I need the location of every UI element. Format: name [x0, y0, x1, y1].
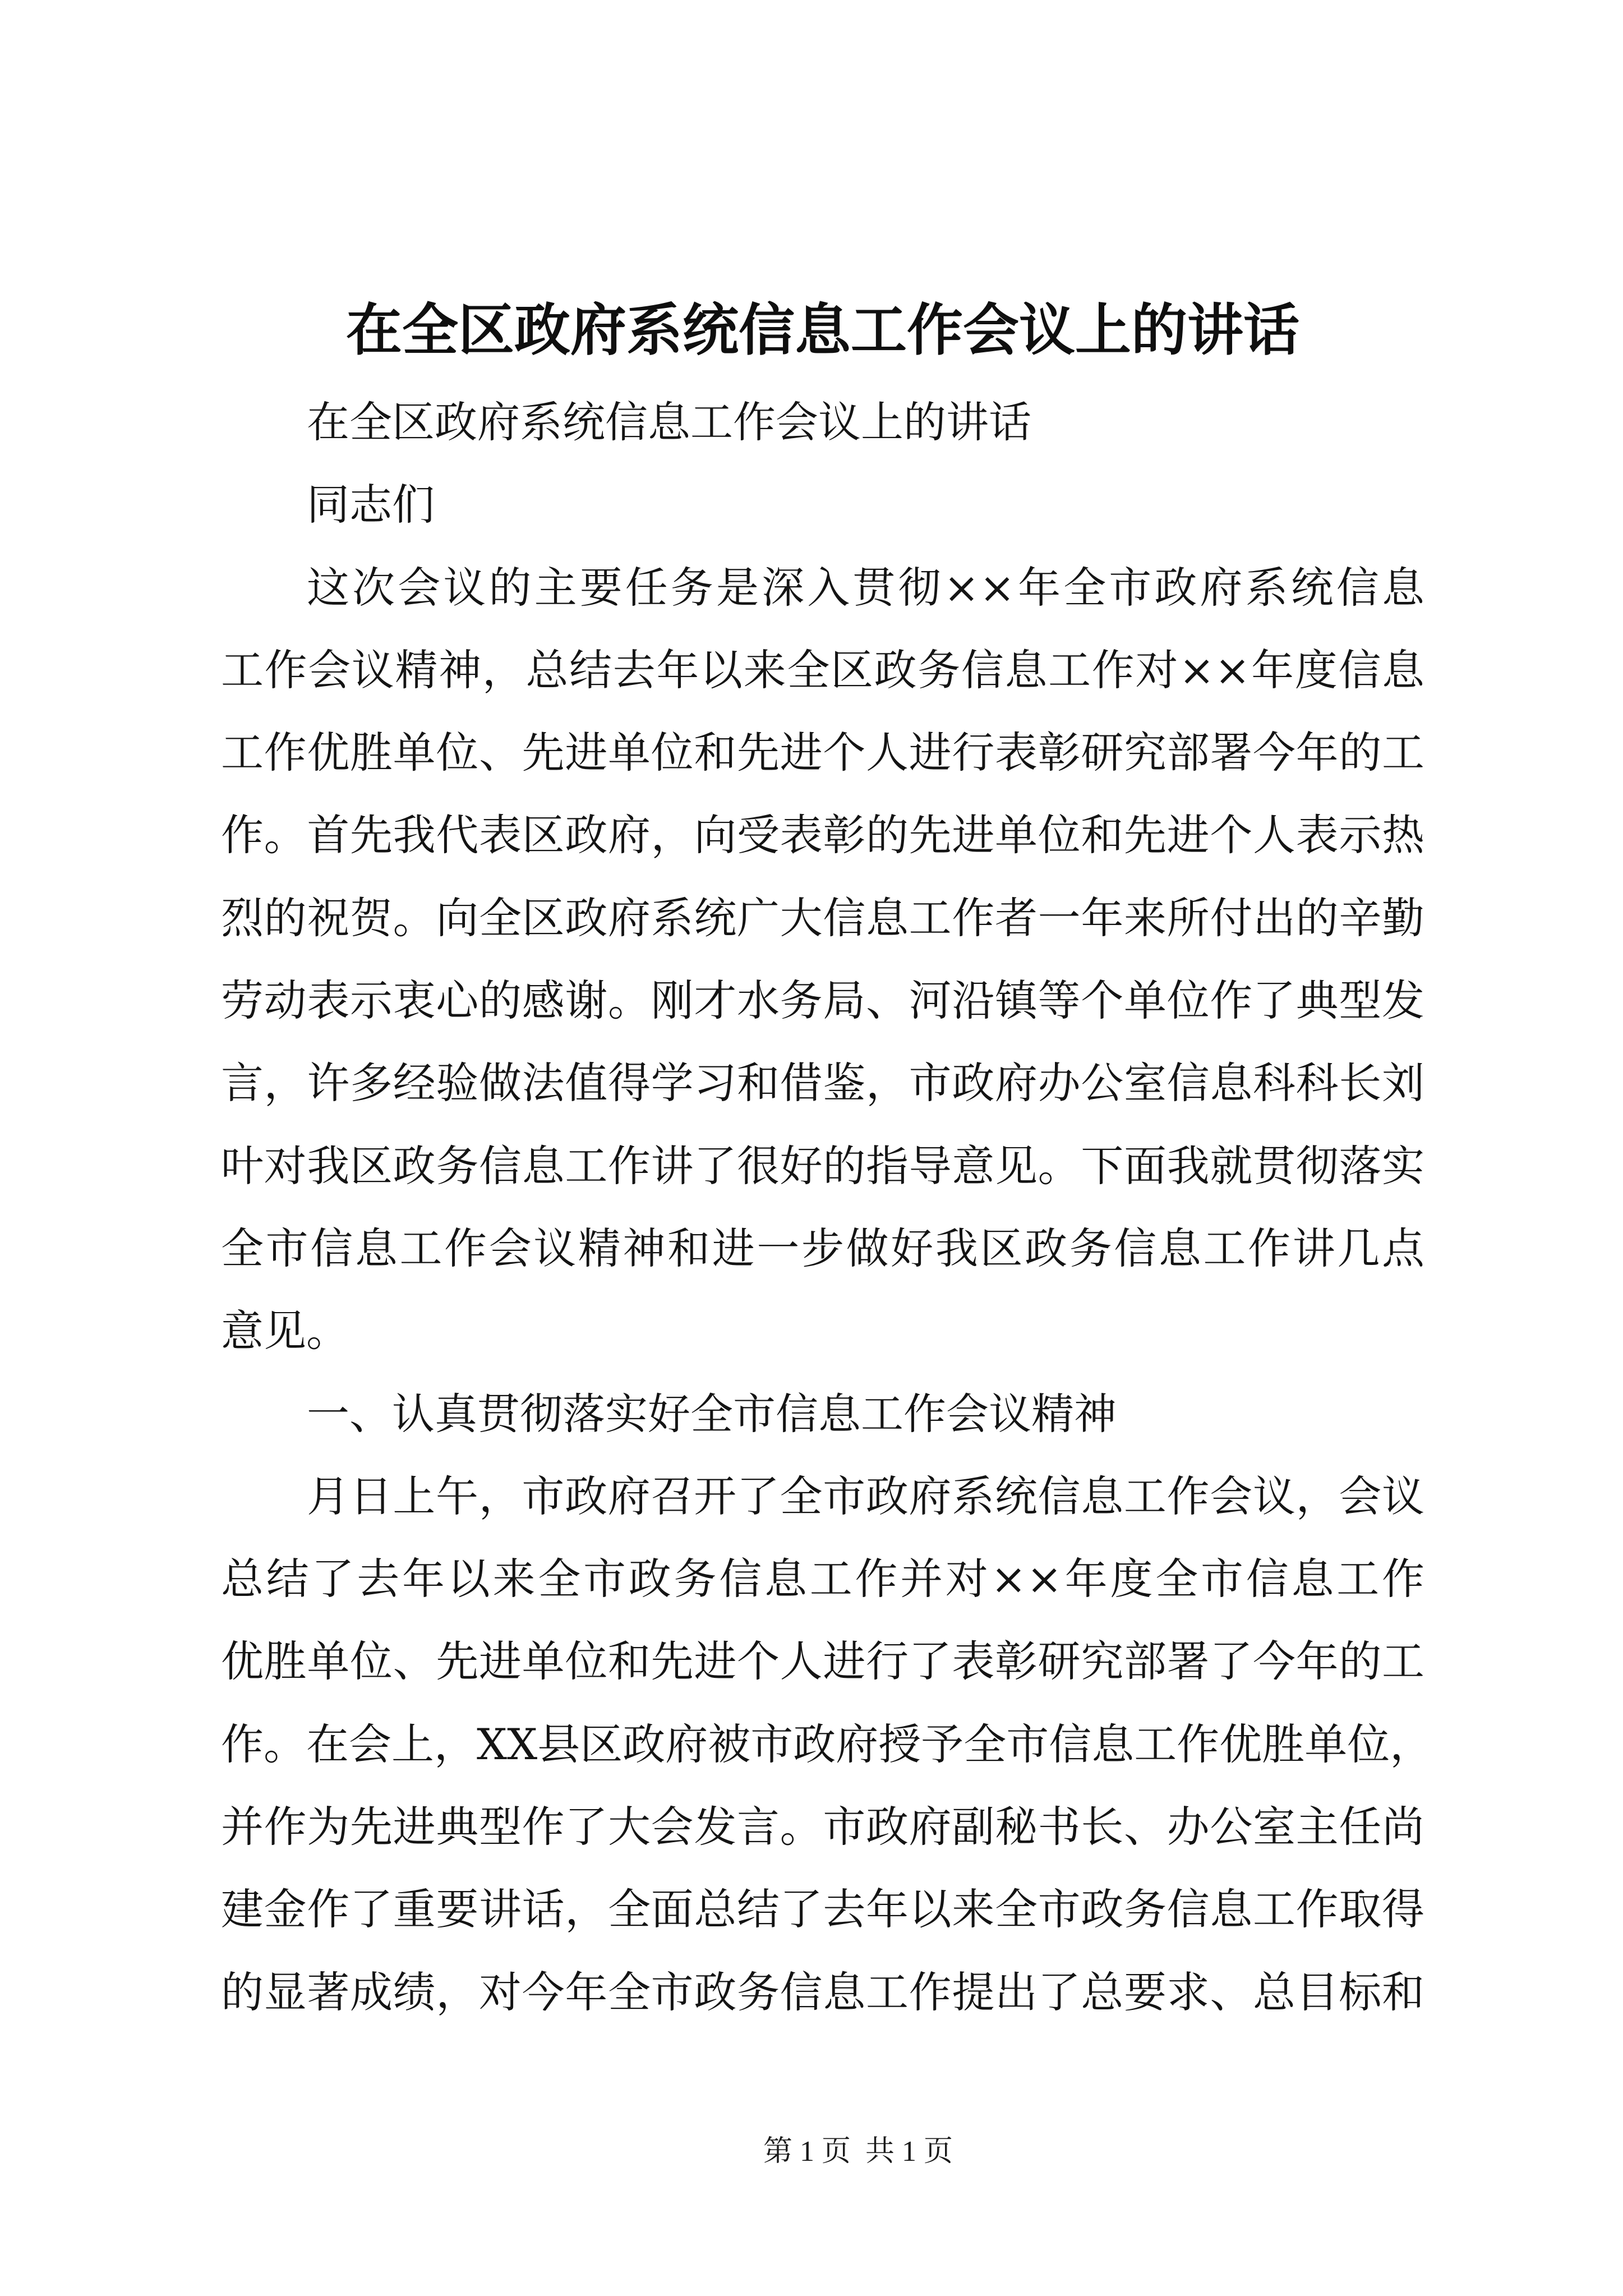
paragraph-line: 言，许多经验做法值得学习和借鉴，市政府办公室信息科科长刘 — [221, 1058, 1424, 1108]
paragraph-line: 的显著成绩，对今年全市政务信息工作提出了总要求、总目标和 — [221, 1967, 1424, 2017]
document-title: 在全区政府系统信息工作会议上的讲话 — [346, 300, 1299, 362]
paragraph-line: 月日上午，市政府召开了全市政府系统信息工作会议，会议 — [307, 1471, 1424, 1521]
paragraph-line: 并作为先进典型作了大会发言。市政府副秘书长、办公室主任尚 — [221, 1802, 1424, 1852]
section-heading: 一、认真贯彻落实好全市信息工作会议精神 — [307, 1388, 1117, 1439]
paragraph-1 — [221, 546, 1424, 1373]
paragraph-line: 优胜单位、先进单位和先进个人进行了表彰研究部署了今年的工 — [221, 1636, 1424, 1687]
document-body — [221, 381, 1433, 2033]
paragraph-line: 叶对我区政务信息工作讲了很好的指导意见。下面我就贯彻落实 — [221, 1140, 1424, 1191]
salutation: 同志们 — [307, 480, 435, 530]
paragraph-line: 建金作了重要讲话，全面总结了去年以来全市政务信息工作取得 — [221, 1884, 1424, 1935]
paragraph-line: 总结了去年以来全市政务信息工作并对××年度全市信息工作 — [221, 1554, 1424, 1604]
paragraph-line: 意见。 — [221, 1306, 349, 1356]
document-subtitle: 在全区政府系统信息工作会议上的讲话 — [307, 397, 1031, 447]
paragraph-2 — [221, 1455, 1433, 2033]
paragraph-line: 这次会议的主要任务是深入贯彻××年全市政府系统信息 — [307, 562, 1424, 613]
paragraph-line: 烈的祝贺。向全区政府系统广大信息工作者一年来所付出的辛勤 — [221, 892, 1424, 943]
paragraph-line: 工作优胜单位、先进单位和先进个人进行表彰研究部署今年的工 — [221, 728, 1424, 778]
page-number-footer: 第 1 页 共 1 页 — [763, 2136, 953, 2168]
paragraph-line: 作。在会上，XX县区政府被市政府授予全市信息工作优胜单位， — [221, 1719, 1433, 1769]
paragraph-line: 工作会议精神，总结去年以来全区政务信息工作对××年度信息 — [221, 645, 1424, 695]
paragraph-line: 作。首先我代表区政府，向受表彰的先进单位和先进个人表示热 — [221, 810, 1424, 861]
paragraph-line: 劳动表示衷心的感谢。刚才水务局、河沿镇等个单位作了典型发 — [221, 976, 1424, 1026]
paragraph-line: 全市信息工作会议精神和进一步做好我区政务信息工作讲几点 — [221, 1223, 1424, 1273]
